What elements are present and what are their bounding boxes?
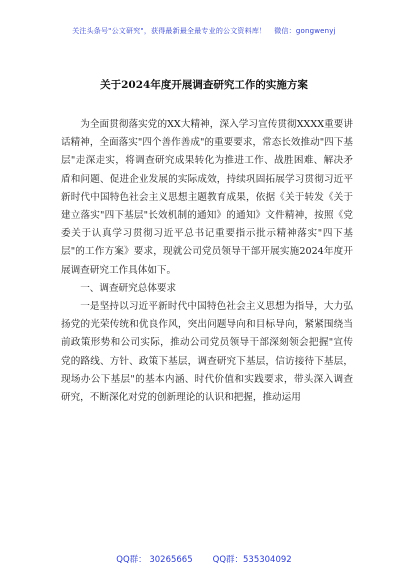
banner-wechat-text: 微信：gongwenyj [274,27,336,35]
document-title: 关于2024年度开展调查研究工作的实施方案 [100,79,308,91]
section-heading: 一、调查研究总体要求 [80,282,177,294]
intro-paragraph: 为全面贯彻落实党的XX大精神，深入学习宣传贯彻XXXX重要讲话精神，全面落实"四个善作善成"的重要要求，常态长效推动"四下基层"走深走实，将调查研究成果转化为推进工作、战胜困难、解决矛盾和问题、促进企业发展的实际成效，持续巩固拓展学习贯彻习近平新时代中国特色社会主义思想主题教育成果，依据《关于转发《关于建立落实"四下基层"长效机制的通知》的通知》文件精神，按照《党委关于认真学习贯彻习近平总书记重要指示批示精神落实"四下基层"的工作方案》要求，现就公司党员领导干部开展实施2024年度开展调查研究工作具体如下。 [61,119,353,276]
banner-promo-text: 关注头条号"公文研究"，获得最新最全最专业的公文资料库！ [72,27,267,35]
footer-qq-group-2: QQ群：535304092 [212,555,292,565]
document-body [61,116,353,407]
footer-qq-group-1: QQ群： 30265665 [116,555,193,565]
section-paragraph: 一是坚持以习近平新时代中国特色社会主义思想为指导，大力弘扬党的光荣传统和优良作风，突出问题导向和目标导向，紧紧围绕当前政策形势和公司实际，推动公司党员领导干部深刻领会把握"宣传党的路线、方针、政策下基层，调查研究下基层，信访接待下基层，现场办公下基层"的基本内涵、时代价值和实践要求，带头深入调查研究，不断深化对党的创新理论的认识和把握，推动运用 [61,301,353,404]
footer [0,553,408,565]
header-banner [0,26,408,36]
